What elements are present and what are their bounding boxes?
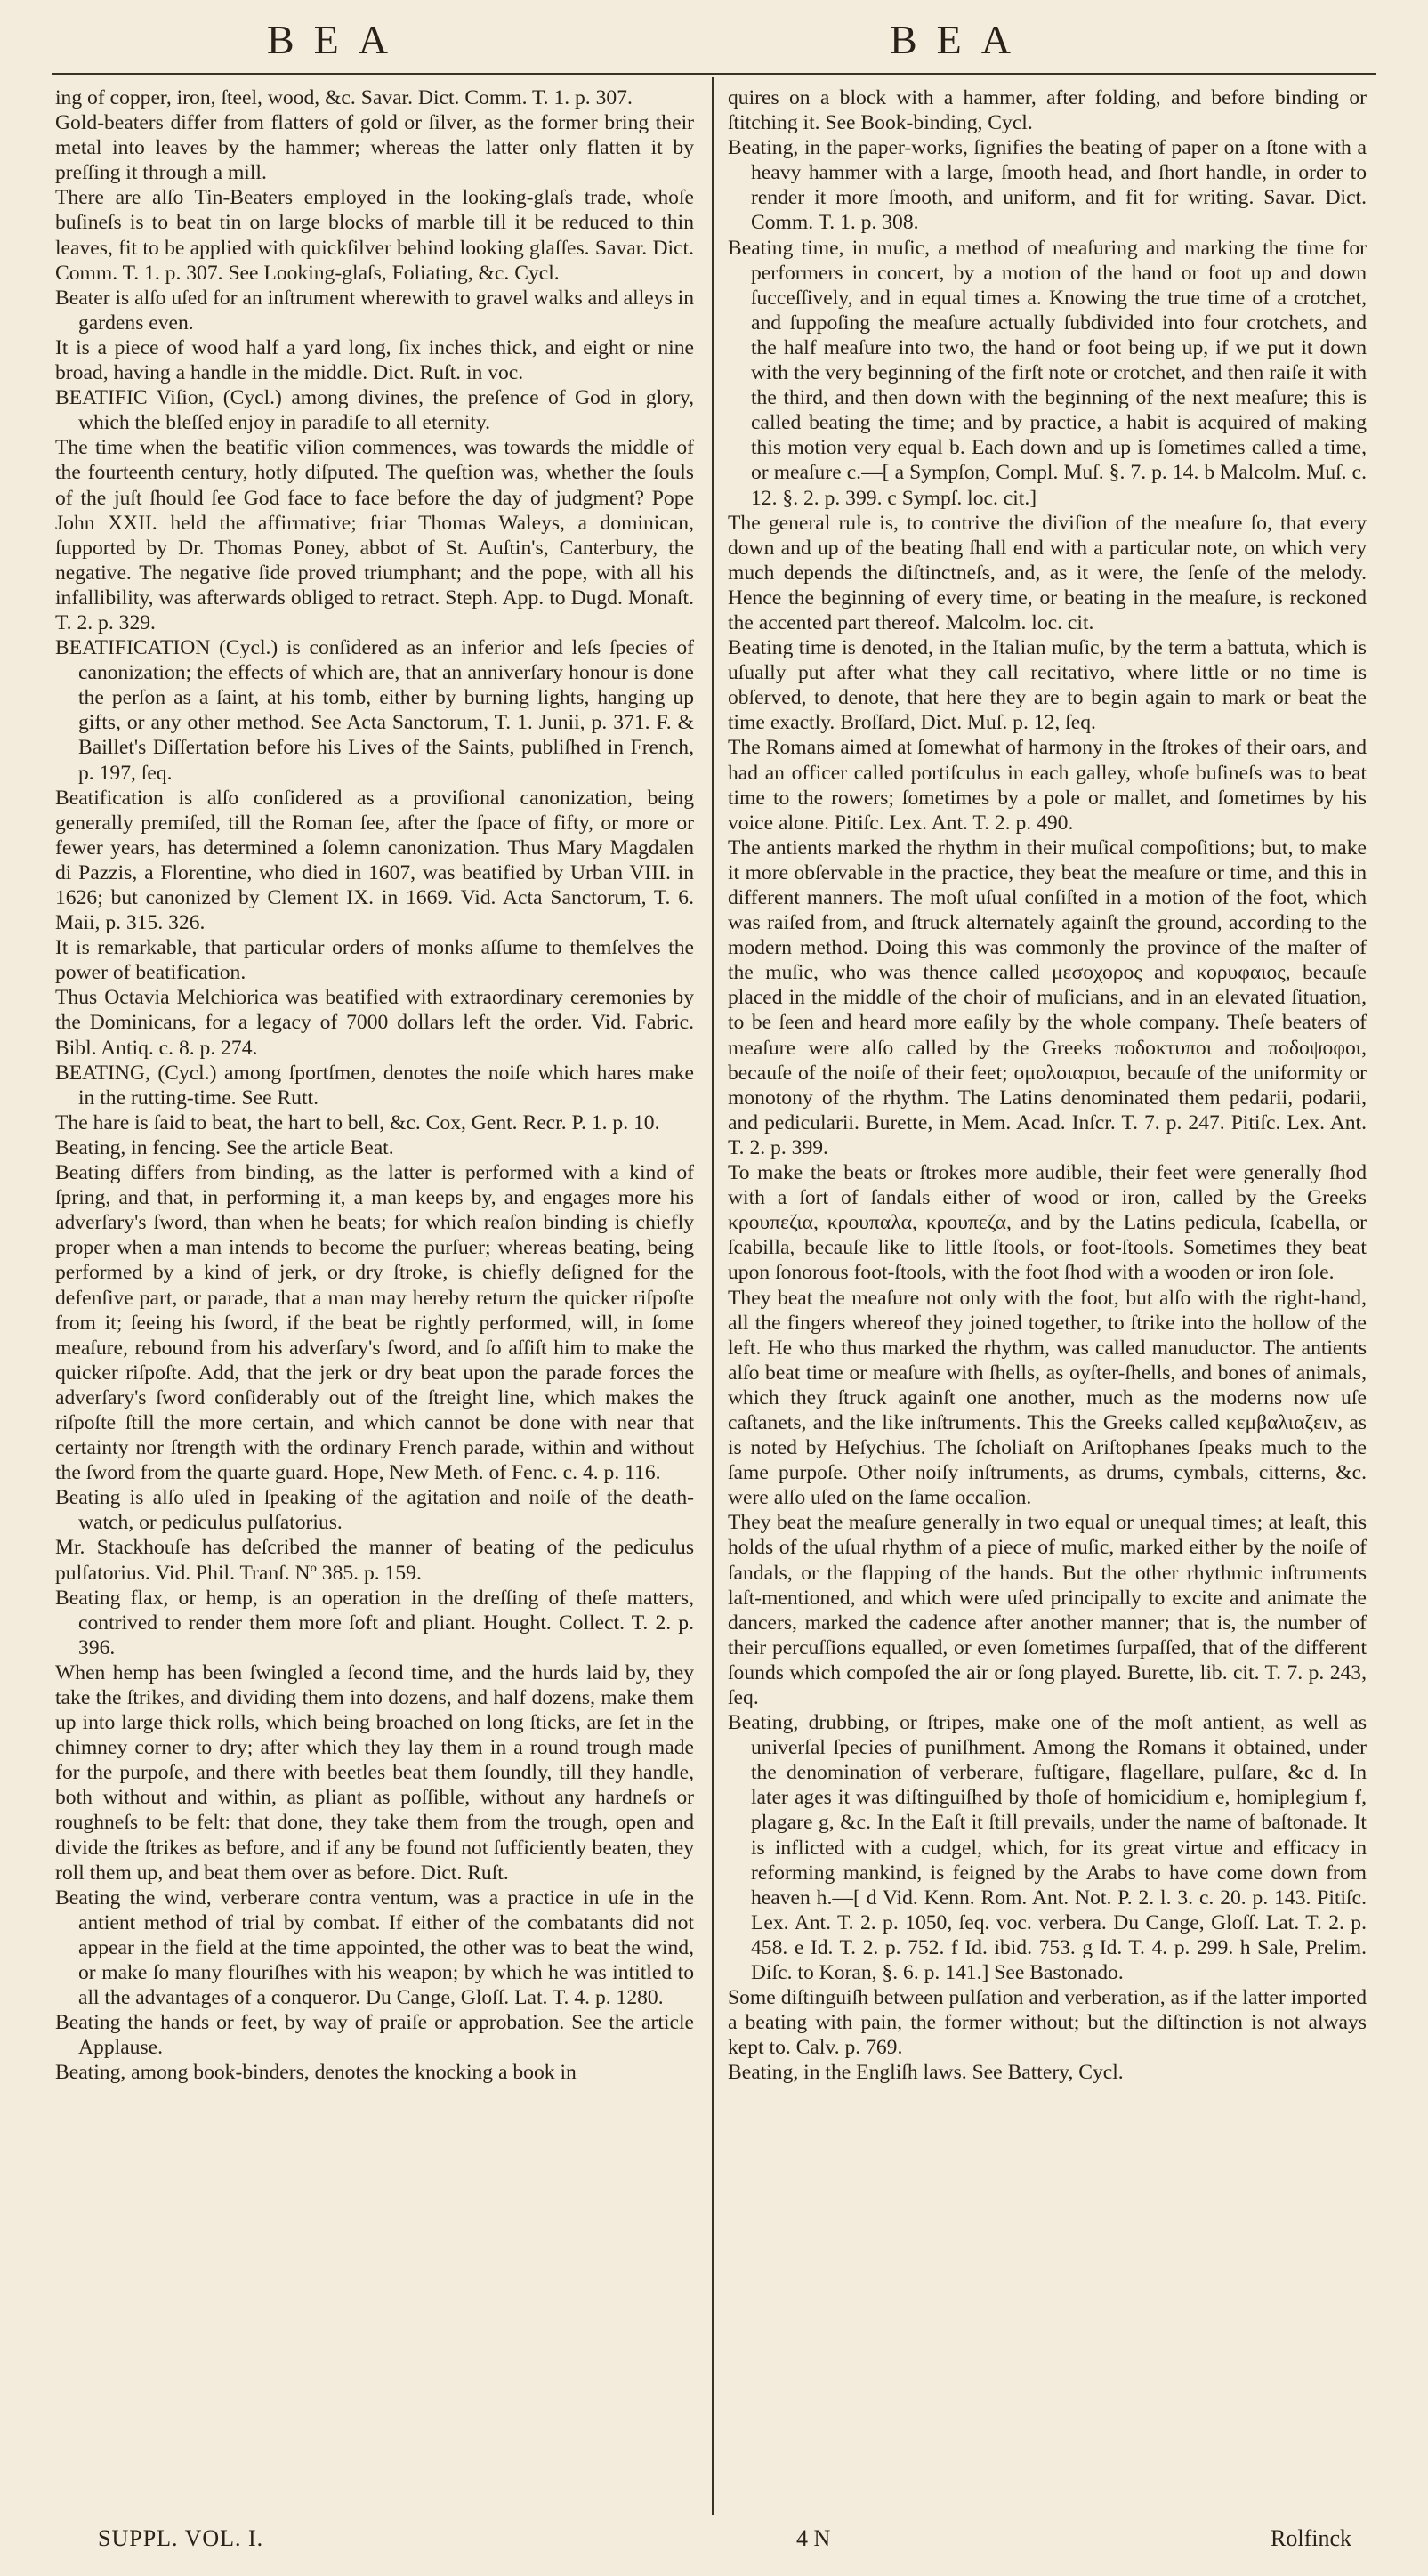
paragraph: Beating time, in muſic, a method of meaſuring and marking the time for performers in concert, by a motion of the hand or foot up and down ſucceſſively, and in equal times a. Knowing the true time of a crotchet, and ſuppoſing the meaſure actually ſubdivided into four crotchets, and the half meaſure into two, the hand or foot being up, if we put it down with the very beginning of the firſt note or crotchet, and then raiſe it with the third, and then down with the beginning of the next meaſure; this is called beating the time; and by practice, a habit is acquired of making this motion very equal b. Each down and up is ſometimes called a time, or meaſure c.—[ a Sympſon, Compl. Muſ. §. 7. p. 14. b Malcolm. Muſ. c. 12. §. 2. p. 399. c Sympſ. loc. cit.] xyxy=(728,236,1367,510)
right-column xyxy=(728,85,1367,2506)
paragraph: Beater is alſo uſed for an inſtrument wherewith to gravel walks and alleys in gardens even. xyxy=(55,286,694,335)
volume-signature: SUPPL. VOL. I. xyxy=(98,2525,264,2551)
paragraph: The Romans aimed at ſomewhat of harmony in the ſtrokes of their oars, and had an officer called portiſculus in each galley, whoſe buſineſs was to beat time to the rowers; ſometimes by a pole or mallet, and ſometimes by his voice alone. Pitiſc. Lex. Ant. T. 2. p. 490. xyxy=(728,736,1367,835)
paragraph: Beating is alſo uſed in ſpeaking of the agitation and noiſe of the death-watch, or pediculus pulſatorius. xyxy=(55,1486,694,1535)
page-header xyxy=(0,16,1428,78)
paragraph: Beatification is alſo conſidered as a proviſional canonization, being generally premiſed, till the Roman ſee, after the ſpace of fifty, or more or fewer years, has determined a ſolemn canonization. Thus Mary Magdalen di Pazzis, a Florentine, who died in 1607, was beatified by Urban VIII. in 1626; but canonized by Clement IX. in 1669. Vid. Acta Sanctorum, T. 6. Maii, p. 315. 326. xyxy=(55,786,694,935)
paragraph: Beating, among book-binders, denotes the knocking a book in xyxy=(55,2061,577,2085)
paragraph: The antients marked the rhythm in their muſical compoſitions; but, to make it more obſervable in the practice, they beat the meaſure or time, and this in different manners. The moſt uſual conſiſted in a motion of the foot, which was raiſed from, and ſtruck alternately againſt the ground, according to the modern method. Doing this was commonly the province of the maſter of the muſic, who was thence called μεσοχορος and κορυφαιος, becauſe placed in the middle of the choir of muſicians, and in an elevated ſituation, to be ſeen and heard more eaſily by the whole company. Theſe beaters of meaſure were alſo called by the Greeks ποδοκτυποι and ποδοψοφοι, becauſe of the noiſe of their feet; ομολοιαριοι, becauſe of the uniformity or monotony of the rhythm. The Latins denominated them pedarii, podarii, and pedicularii. Burette, in Mem. Acad. Inſcr. T. 7. p. 247. Pitiſc. Lex. Ant. T. 2. p. 399. xyxy=(728,836,1367,1159)
paragraph: ing of copper, iron, ſteel, wood, &c. Savar. Dict. Comm. T. 1. p. 307. xyxy=(55,86,633,109)
running-head-left: BEA xyxy=(267,17,407,62)
paragraph: They beat the meaſure generally in two equal or unequal times; at leaſt, this holds of the uſual rhythm of a piece of muſic, marked either by the noiſe of ſandals, or the flapping of the hands. But the other rhythmic inſtruments laſt-mentioned, and which were uſed principally to excite and animate the dancers, marked the cadence after another manner; that is, the number of their percuſſions equalled, or even ſometimes ſurpaſſed, that of the different ſounds which compoſed the air or ſong played. Burette, lib. cit. T. 7. p. 243, ſeq. xyxy=(728,1511,1367,1709)
paragraph: Thus Octavia Melchiorica was beatified with extraordinary ceremonies by the Dominicans, for a legacy of 7000 dollars left the order. Vid. Fabric. Bibl. Antiq. c. 8. p. 274. xyxy=(55,986,694,1060)
paragraph: They beat the meaſure not only with the foot, but alſo with the right-hand, all the fingers whereof they joined together, to ſtrike into the hollow of the left. He who thus marked the rhythm, was called manuductor. The antients alſo beat time or meaſure with ſhells, as oyſter-ſhells, and bones of animals, which they ſtruck againſt one another, much as the moderns now uſe caſtanets, and the like inſtruments. This the Greeks called κεμβαλιαζειν, as is noted by Heſychius. The ſcholiaſt on Ariſtophanes ſpeaks much to the ſame purpoſe. Other noiſy inſtruments, as drums, cymbals, citterns, &c. were alſo uſed on the ſame occaſion. xyxy=(728,1286,1367,1510)
paragraph: The general rule is, to contrive the diviſion of the meaſure ſo, that every down and up of the beating ſhall end with a particular note, on which very much depends the diſtinctneſs, and, as it were, the ſenſe of the melody. Hence the beginning of every time, or beating in the meaſure, is reckoned the accented part thereof. Malcolm. loc. cit. xyxy=(728,511,1367,634)
paragraph: Beating differs from binding, as the latter is performed with a kind of ſpring, and that, in performing it, a man keeps by, and engages more his adverſary's ſword, than when he beats; for which reaſon binding is chiefly proper when a man intends to become the purſuer; whereas beating, being performed by a kind of jerk, or dry ſtroke, is chiefly deſigned for the defenſive part, or parade, that a man may hereby return the quicker riſpoſte from it; ſeeing his ſword, if the beat be rightly performed, will, in ſome meaſure, rebound from his adverſary's ſword, and ſo aſſiſt him to make the quicker riſpoſte. Add, that the jerk or dry beat upon the parade forces the adverſary's ſword conſiderably out of the ſtreight line, which makes the riſpoſte ſtill the more certain, and which cannot be done with near that certainty nor ſtrength with the ordinary French parade, within and without the ſword from the quarte guard. Hope, New Meth. of Fenc. c. 4. p. 116. xyxy=(55,1161,694,1485)
paragraph: Beating, drubbing, or ſtripes, make one of the moſt antient, as well as univerſal ſpecies of puniſhment. Among the Romans it obtained, under the denomination of verberare, fuſtigare, flagellare, pulſare, &c d. In later ages it was diſtinguiſhed by thoſe of homicidium e, homiplegium f, plagare g, &c. In the Eaſt it ſtill prevails, under the name of baſtonade. It is inflicted with a cudgel, which, for its great virtue and efficacy in reforming mankind, is feigned by the Arabs to have come down from heaven h.—[ d Vid. Kenn. Rom. Ant. Not. P. 2. l. 3. c. 20. p. 143. Pitiſc. Lex. Ant. T. 2. p. 1050, ſeq. voc. verbera. Du Cange, Gloſſ. Lat. T. 2. p. 458. e Id. T. 2. p. 752. f Id. ibid. 753. g Id. T. 4. p. 299. h Sale, Prelim. Diſc. to Koran, §. 6. p. 141.] See Bastonado. xyxy=(728,1711,1367,1985)
paragraph: When hemp has been ſwingled a ſecond time, and the hurds laid by, they take the ſtrikes, and dividing them into dozens, and half dozens, make them up into large thick rolls, which being broached on long ſticks, are ſet in the chimney corner to dry; after which they lay them in a round trough made for the purpoſe, and there with beetles beat them ſoundly, till they handle, both without and within, as pliant as poſſible, without any hardneſs or roughneſs to be felt: that done, they take them from the trough, open and divide the ſtrikes as before, and if any be found not ſufficiently beaten, they roll them up, and beat them over as before. Dict. Ruſt. xyxy=(55,1660,694,1885)
paragraph: Mr. Stackhouſe has deſcribed the manner of beating of the pediculus pulſatorius. Vid. Phil. Tranſ. Nº 385. p. 159. xyxy=(55,1536,694,1585)
left-column xyxy=(55,85,694,2506)
header-rule xyxy=(52,73,1376,75)
paragraph: It is remarkable, that particular orders of monks aſſume to themſelves the power of beatification. xyxy=(55,936,694,985)
paragraph: Some diſtinguiſh between pulſation and verberation, as if the latter imported a beating with pain, the former without; but the diſtinction is not always kept to. Calv. p. 769. xyxy=(728,1986,1367,2060)
paragraph: The hare is ſaid to beat, the hart to bell, &c. Cox, Gent. Recr. P. 1. p. 10. xyxy=(55,1110,660,1135)
paragraph: Beating the wind, verberare contra ventum, was a practice in uſe in the antient method of trial by combat. If either of the combatants did not appear in the field at the time appointed, the other was to beat the wind, or make ſo many flouriſhes with his weapon; by which he was intitled to all the advantages of a conqueror. Du Cange, Gloſſ. Lat. T. 4. p. 1280. xyxy=(55,1886,694,2010)
paragraph: The time when the beatific viſion commences, was towards the middle of the fourteenth century, hotly diſputed. The queſtion was, whether the ſouls of the juſt ſhould ſee God face to face before the day of judgment? Pope John XXII. held the affirmative; friar Thomas Waleys, a dominican, ſupported by Dr. Thomas Poney, abbot of St. Auſtin's, Canterbury, the negative. The negative ſide proved triumphant; and the pope, with all his infallibility, was afterwards obliged to retract. Steph. App. to Dugd. Monaſt. T. 2. p. 329. xyxy=(55,436,694,634)
column-divider xyxy=(712,77,714,2515)
paragraph: Beating time is denoted, in the Italian muſic, by the term a battuta, which is uſually put after what they call recitativo, where little or no time is obſerved, to denote, that here they are to begin again to mark or beat the time exactly. Broſſard, Dict. Muſ. p. 12, ſeq. xyxy=(728,636,1367,735)
paragraph: BEATIFICATION (Cycl.) is conſidered as an inferior and leſs ſpecies of canonization; the effects of which are, that an anniverſary honour is done the perſon as a ſaint, at his tomb, either by burning lights, hanging up gifts, or any other method. See Acta Sanctorum, T. 1. Junii, p. 371. F. & Baillet's Diſſertation before his Lives of the Saints, publiſhed in French, p. 197, ſeq. xyxy=(55,636,694,785)
paragraph: Beating flax, or hemp, is an operation in the dreſſing of theſe matters, contrived to render them more ſoft and pliant. Hought. Collect. T. 2. p. 396. xyxy=(55,1586,694,1659)
page-footer xyxy=(0,2525,1428,2561)
paragraph: quires on a block with a hammer, after folding, and before binding or ſtitching it. See Book-binding, Cycl. xyxy=(728,86,1367,135)
paragraph: Gold-beaters differ from flatters of gold or ſilver, as the former bring their metal into leaves by the hammer; whereas the latter only flatten it by preſſing it through a mill. xyxy=(55,111,694,185)
paragraph: There are alſo Tin-Beaters employed in the looking-glaſs trade, whoſe buſineſs is to beat tin on large blocks of marble till it be reduced to thin leaves, fit to be applied with quickſilver behind looking glaſſes. Savar. Dict. Comm. T. 1. p. 307. See Looking-glaſs, Foliating, &c. Cycl. xyxy=(55,186,694,285)
paragraph: It is a piece of wood half a yard long, ſix inches thick, and eight or nine broad, having a handle in the middle. Dict. Ruſt. in voc. xyxy=(55,335,694,385)
signature-mark: 4 N xyxy=(796,2525,831,2551)
catchword: Rolfinck xyxy=(1271,2525,1351,2551)
paragraph: Beating, in the paper-works, ſignifies the beating of paper on a ſtone with a heavy hammer with a large, ſmooth head, and ſhort handle, in order to render it more ſmooth, and uniform, and fit for writing. Savar. Dict. Comm. T. 1. p. 308. xyxy=(728,136,1367,235)
paragraph: Beating, in the Engliſh laws. See Battery, Cycl. xyxy=(728,2061,1124,2085)
paragraph: To make the beats or ſtrokes more audible, their feet were generally ſhod with a ſort of ſandals either of wood or iron, called by the Greeks κρουπεζια, κρουπαλα, κρουπεζα, and by the Latins pedicula, ſcabella, or ſcabilla, becauſe like to little ſtools, or foot-ſtools. Sometimes they beat upon ſonorous foot-ſtools, with the foot ſhod with a wooden or iron ſole. xyxy=(728,1161,1367,1285)
paragraph: Beating the hands or feet, by way of praiſe or approbation. See the article Applause. xyxy=(55,2011,694,2060)
paragraph: BEATING, (Cycl.) among ſportſmen, denotes the noiſe which hares make in the rutting-time. See Rutt. xyxy=(55,1061,694,1110)
running-head-right: BEA xyxy=(890,17,1030,62)
paragraph: BEATIFIC Viſion, (Cycl.) among divines, the preſence of God in glory, which the bleſſed enjoy in paradiſe to all eternity. xyxy=(55,386,694,435)
paragraph: Beating, in fencing. See the article Beat. xyxy=(55,1135,394,1159)
